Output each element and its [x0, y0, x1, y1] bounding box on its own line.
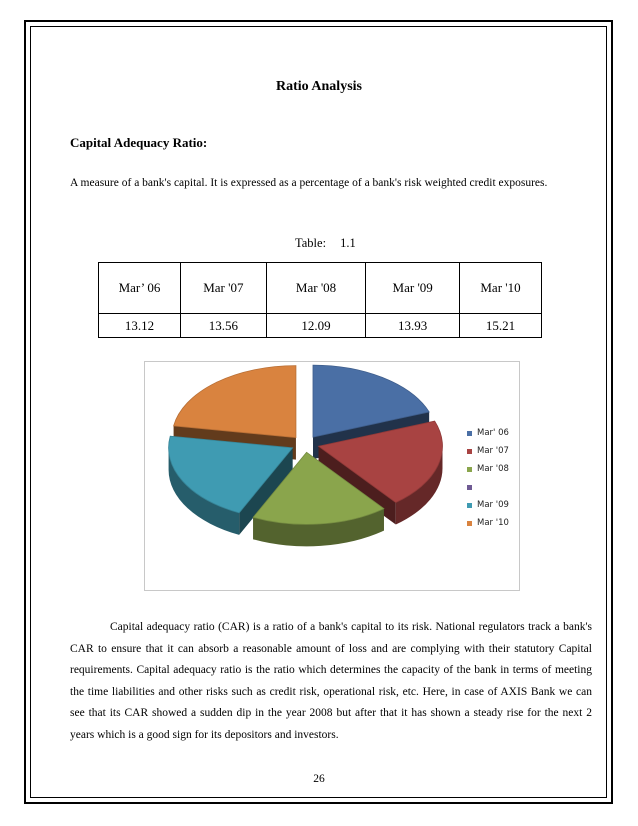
table-header-cell: Mar '09: [366, 263, 460, 314]
legend-swatch: [467, 485, 472, 490]
legend-item: [467, 424, 509, 442]
table-header-cell: Mar '08: [266, 263, 366, 314]
legend-swatch: [467, 449, 472, 454]
table-header-row: [99, 263, 542, 314]
body-text: [70, 617, 592, 746]
table-header-cell: Mar '07: [180, 263, 266, 314]
table-value-row: [99, 314, 542, 338]
table-value-cell: 13.56: [180, 314, 266, 338]
body-paragraph: Capital adequacy ratio (CAR) is a ratio of a bank's capital to its risk. National regulators track a bank's CAR to ensure that it can absorb a reasonable amount of loss and are complying with their statutory Capital requirements. Capital adequacy ratio is the ratio which determines the capacity of the bank in terms of meeting the time liabilities and other risks such as credit risk, operational risk, etc. Here, in case of AXIS Bank we can see that its CAR showed a sudden dip in the year 2008 but after that it has shown a steady rise for the next 2 years which is a good sign for its depositors and investors.: [70, 621, 592, 741]
legend-item: [467, 442, 509, 460]
section-heading: Capital Adequacy Ratio:: [70, 135, 208, 150]
legend-swatch: [467, 467, 472, 472]
page-title: Ratio Analysis: [276, 79, 362, 94]
table-value-cell: 13.12: [99, 314, 181, 338]
legend-item: [467, 478, 509, 496]
table-header-cell: Mar '10: [460, 263, 542, 314]
pie-chart: [144, 361, 520, 591]
legend-label: Mar' 06: [477, 428, 509, 438]
table-caption-number: 1.1: [340, 236, 356, 250]
table-caption-label: Table:: [295, 236, 327, 250]
intro-paragraph: A measure of a bank's capital. It is expressed as a percentage of a bank's risk weighted credit exposures.: [70, 177, 548, 189]
legend-item: [467, 496, 509, 514]
legend-item: [467, 514, 509, 532]
legend-label: Mar '07: [477, 446, 509, 456]
page-number: 26: [313, 773, 325, 785]
pie-slice-top: [174, 366, 296, 438]
legend-item: [467, 460, 509, 478]
legend-swatch: [467, 503, 472, 508]
car-table: [98, 262, 542, 338]
pie-chart-svg: [145, 362, 521, 592]
legend-label: Mar '08: [477, 464, 509, 474]
table-value-cell: 15.21: [460, 314, 542, 338]
table-value-cell: 13.93: [366, 314, 460, 338]
legend-label: Mar '10: [477, 518, 509, 528]
legend-swatch: [467, 521, 472, 526]
table-caption: [295, 236, 356, 251]
table-header-cell: Mar’ 06: [99, 263, 181, 314]
legend-label: Mar '09: [477, 500, 509, 510]
chart-legend: [467, 424, 509, 532]
table-value-cell: 12.09: [266, 314, 366, 338]
legend-swatch: [467, 431, 472, 436]
